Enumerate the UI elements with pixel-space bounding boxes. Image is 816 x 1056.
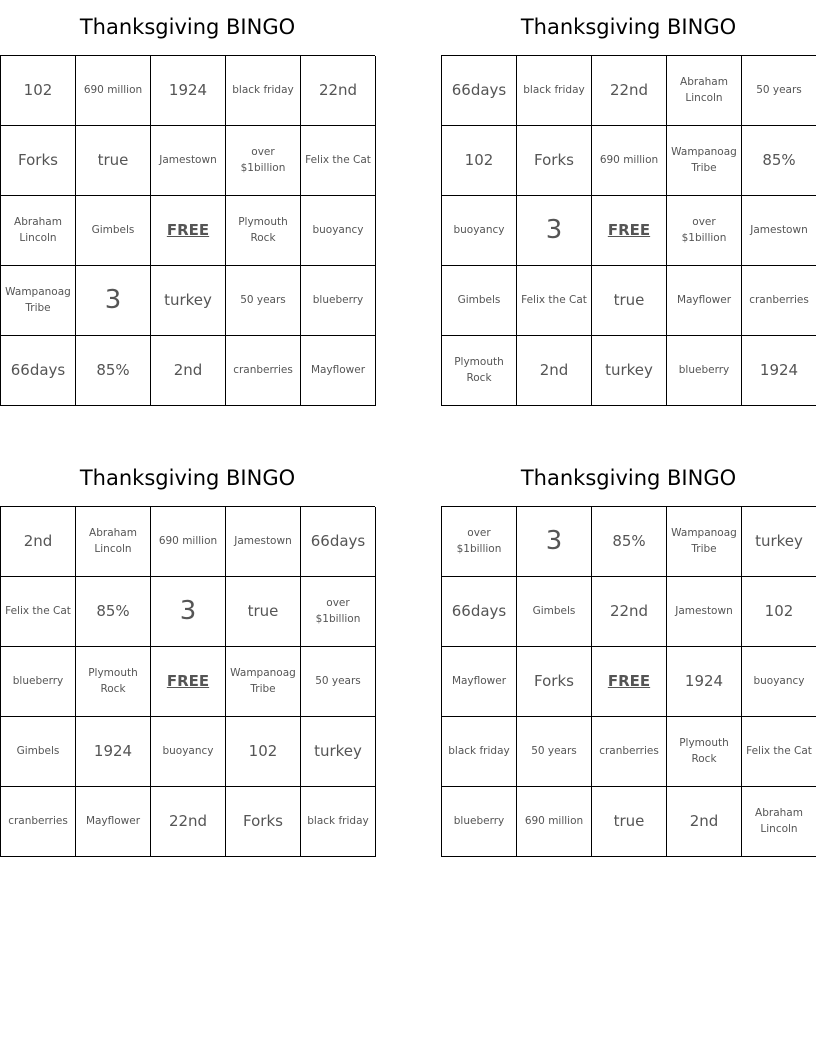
cell-label: 22nd (168, 811, 208, 830)
cell-label: cranberries (599, 744, 659, 757)
cell-label: Abraham Lincoln (89, 527, 137, 555)
bingo-cell (742, 787, 816, 857)
bingo-cell (517, 717, 592, 787)
cell-label: true (613, 811, 645, 830)
bingo-cell (667, 336, 742, 406)
bingo-cell (151, 126, 226, 196)
bingo-cell (76, 336, 151, 406)
cell-label: Mayflower (676, 293, 732, 306)
cell-label: 690 million (599, 153, 659, 166)
cell-label: FREE (607, 220, 651, 239)
cell-label: 85% (762, 150, 796, 169)
bingo-grid (441, 506, 816, 857)
bingo-cell (1, 717, 76, 787)
bingo-cell (1, 196, 76, 266)
cell-label: 66days (451, 80, 507, 99)
cell-label: 3 (179, 595, 197, 626)
bingo-cell (517, 196, 592, 266)
bingo-cell (517, 266, 592, 336)
cell-label: 22nd (318, 80, 358, 99)
bingo-cell (301, 577, 376, 647)
bingo-cell (301, 717, 376, 787)
cell-label: buoyancy (753, 674, 805, 687)
cell-label: over $1billion (315, 597, 361, 625)
cell-label: buoyancy (312, 223, 364, 236)
bingo-cell (592, 577, 667, 647)
bingo-cell (667, 126, 742, 196)
cell-label: 2nd (539, 360, 569, 379)
bingo-cell (151, 577, 226, 647)
cell-label: 50 years (531, 744, 577, 757)
cell-label: 50 years (315, 674, 361, 687)
bingo-cell (442, 56, 517, 126)
cell-label: Forks (243, 811, 283, 830)
bingo-cell (592, 266, 667, 336)
cell-label: Forks (534, 671, 574, 690)
bingo-cell (667, 507, 742, 577)
cell-label: 102 (764, 601, 794, 620)
cell-label: cranberries (8, 814, 68, 827)
cell-label: 2nd (689, 811, 719, 830)
bingo-cell (226, 717, 301, 787)
cell-label: 3 (545, 525, 563, 556)
bingo-cell (226, 336, 301, 406)
cell-label: Abraham Lincoln (14, 216, 62, 244)
free-space (592, 647, 667, 717)
cell-label: 102 (23, 80, 53, 99)
cell-label: Jamestown (675, 604, 733, 617)
cell-label: Felix the Cat (746, 744, 812, 757)
bingo-cell (1, 507, 76, 577)
bingo-cell (76, 577, 151, 647)
bingo-cell (301, 126, 376, 196)
bingo-cell (151, 56, 226, 126)
bingo-cell (1, 266, 76, 336)
cell-label: 66days (451, 601, 507, 620)
bingo-cell (301, 266, 376, 336)
card-title: Thanksgiving BINGO (520, 15, 737, 39)
cell-label: turkey (164, 290, 212, 309)
bingo-cell (1, 647, 76, 717)
bingo-cell (517, 336, 592, 406)
cell-label: Felix the Cat (521, 293, 587, 306)
cell-label: Plymouth Rock (454, 356, 504, 384)
cell-label: Gimbels (457, 293, 501, 306)
bingo-cell (151, 717, 226, 787)
bingo-cell (151, 787, 226, 857)
bingo-cell (76, 507, 151, 577)
cell-label: 3 (104, 284, 122, 315)
cell-label: blueberry (12, 674, 64, 687)
bingo-cell (667, 717, 742, 787)
cell-label: 22nd (609, 601, 649, 620)
card-title: Thanksgiving BINGO (79, 466, 296, 490)
bingo-cell (517, 647, 592, 717)
bingo-cell (517, 126, 592, 196)
cell-label: turkey (605, 360, 653, 379)
cell-label: 690 million (158, 534, 218, 547)
cell-label: Gimbels (532, 604, 576, 617)
card-title: Thanksgiving BINGO (520, 466, 737, 490)
cell-label: turkey (755, 531, 803, 550)
card-title: Thanksgiving BINGO (79, 15, 296, 39)
cell-label: turkey (314, 741, 362, 760)
bingo-cell (667, 266, 742, 336)
bingo-cell (442, 647, 517, 717)
cell-label: over $1billion (681, 216, 727, 244)
bingo-cell (592, 336, 667, 406)
bingo-cell (667, 787, 742, 857)
bingo-cell (226, 507, 301, 577)
bingo-cell (442, 336, 517, 406)
bingo-cell (742, 126, 816, 196)
bingo-cell (517, 507, 592, 577)
cell-label: 1924 (759, 360, 799, 379)
free-space (151, 196, 226, 266)
cell-label: Plymouth Rock (88, 667, 138, 695)
free-space (592, 196, 667, 266)
bingo-cell (76, 266, 151, 336)
cell-label: over $1billion (456, 527, 502, 555)
cell-label: cranberries (233, 363, 293, 376)
cell-label: 85% (96, 360, 130, 379)
cell-label: 690 million (524, 814, 584, 827)
cell-label: blueberry (453, 814, 505, 827)
cell-label: buoyancy (162, 744, 214, 757)
bingo-cell (226, 126, 301, 196)
bingo-cell (442, 196, 517, 266)
bingo-cell (226, 196, 301, 266)
cell-label: Forks (18, 150, 58, 169)
bingo-cell (226, 647, 301, 717)
bingo-cell (76, 56, 151, 126)
cell-label: 66days (310, 531, 366, 550)
bingo-cell (742, 647, 816, 717)
cell-label: Gimbels (16, 744, 60, 757)
bingo-grid (441, 55, 816, 406)
cell-label: Forks (534, 150, 574, 169)
cell-label: 1924 (168, 80, 208, 99)
cell-label: true (247, 601, 279, 620)
free-space (151, 647, 226, 717)
bingo-cell (742, 717, 816, 787)
bingo-cell (742, 266, 816, 336)
bingo-cell (667, 56, 742, 126)
cell-label: FREE (607, 671, 651, 690)
cell-label: Felix the Cat (5, 604, 71, 617)
cell-label: Mayflower (451, 674, 507, 687)
cell-label: 1924 (684, 671, 724, 690)
cell-label: 22nd (609, 80, 649, 99)
bingo-cell (742, 577, 816, 647)
cell-label: 85% (96, 601, 130, 620)
bingo-grid (0, 506, 375, 857)
cell-label: Abraham Lincoln (680, 76, 728, 104)
bingo-cell (151, 336, 226, 406)
cell-label: Jamestown (234, 534, 292, 547)
cell-label: buoyancy (453, 223, 505, 236)
cell-label: 2nd (173, 360, 203, 379)
bingo-cell (1, 56, 76, 126)
bingo-cell (1, 336, 76, 406)
cell-label: 2nd (23, 531, 53, 550)
cell-label: Plymouth Rock (238, 216, 288, 244)
cell-label: 66days (10, 360, 66, 379)
bingo-cell (76, 787, 151, 857)
bingo-cell (517, 577, 592, 647)
bingo-cell (517, 787, 592, 857)
bingo-cell (742, 196, 816, 266)
cell-label: Gimbels (91, 223, 135, 236)
cell-label: 102 (248, 741, 278, 760)
bingo-grid (0, 55, 375, 406)
bingo-cell (301, 787, 376, 857)
bingo-cell (592, 126, 667, 196)
bingo-cell (76, 126, 151, 196)
bingo-cell (667, 577, 742, 647)
bingo-cell (301, 507, 376, 577)
cell-label: Mayflower (85, 814, 141, 827)
bingo-cell (151, 507, 226, 577)
bingo-cell (1, 577, 76, 647)
bingo-cell (667, 647, 742, 717)
cell-label: Wampanoag Tribe (230, 667, 296, 695)
bingo-cell (226, 266, 301, 336)
cell-label: cranberries (749, 293, 809, 306)
cell-label: black friday (307, 814, 369, 827)
bingo-cell (742, 336, 816, 406)
bingo-cell (592, 787, 667, 857)
cell-label: Jamestown (750, 223, 808, 236)
bingo-cell (301, 56, 376, 126)
cell-label: blueberry (312, 293, 364, 306)
bingo-cell (442, 717, 517, 787)
bingo-cell (442, 126, 517, 196)
cell-label: Mayflower (310, 363, 366, 376)
bingo-cell (226, 787, 301, 857)
bingo-cell (301, 647, 376, 717)
bingo-cell (592, 56, 667, 126)
bingo-cell (226, 56, 301, 126)
cell-label: 50 years (240, 293, 286, 306)
cell-label: Wampanoag Tribe (671, 527, 737, 555)
cell-label: Wampanoag Tribe (5, 286, 71, 314)
cell-label: 690 million (83, 83, 143, 96)
cell-label: blueberry (678, 363, 730, 376)
cell-label: Plymouth Rock (679, 737, 729, 765)
cell-label: FREE (166, 220, 210, 239)
bingo-cell (1, 787, 76, 857)
bingo-cell (517, 56, 592, 126)
cell-label: 102 (464, 150, 494, 169)
bingo-cell (1, 126, 76, 196)
bingo-cell (301, 196, 376, 266)
bingo-cell (301, 336, 376, 406)
bingo-cell (442, 507, 517, 577)
cell-label: 85% (612, 531, 646, 550)
cell-label: Wampanoag Tribe (671, 146, 737, 174)
bingo-cell (76, 196, 151, 266)
cell-label: true (613, 290, 645, 309)
bingo-cell (76, 717, 151, 787)
cell-label: over $1billion (240, 146, 286, 174)
bingo-cell (76, 647, 151, 717)
cell-label: black friday (448, 744, 510, 757)
cell-label: black friday (523, 83, 585, 96)
bingo-cell (151, 266, 226, 336)
cell-label: Felix the Cat (305, 153, 371, 166)
cell-label: FREE (166, 671, 210, 690)
cell-label: Abraham Lincoln (755, 807, 803, 835)
cell-label: 3 (545, 214, 563, 245)
cell-label: 50 years (756, 83, 802, 96)
bingo-cell (226, 577, 301, 647)
cell-label: true (97, 150, 129, 169)
bingo-cell (742, 56, 816, 126)
bingo-cell (592, 717, 667, 787)
bingo-cell (592, 507, 667, 577)
bingo-cell (442, 787, 517, 857)
cell-label: Jamestown (159, 153, 217, 166)
cell-label: 1924 (93, 741, 133, 760)
bingo-cell (742, 507, 816, 577)
bingo-cell (667, 196, 742, 266)
cell-label: black friday (232, 83, 294, 96)
bingo-cell (442, 266, 517, 336)
bingo-cell (442, 577, 517, 647)
